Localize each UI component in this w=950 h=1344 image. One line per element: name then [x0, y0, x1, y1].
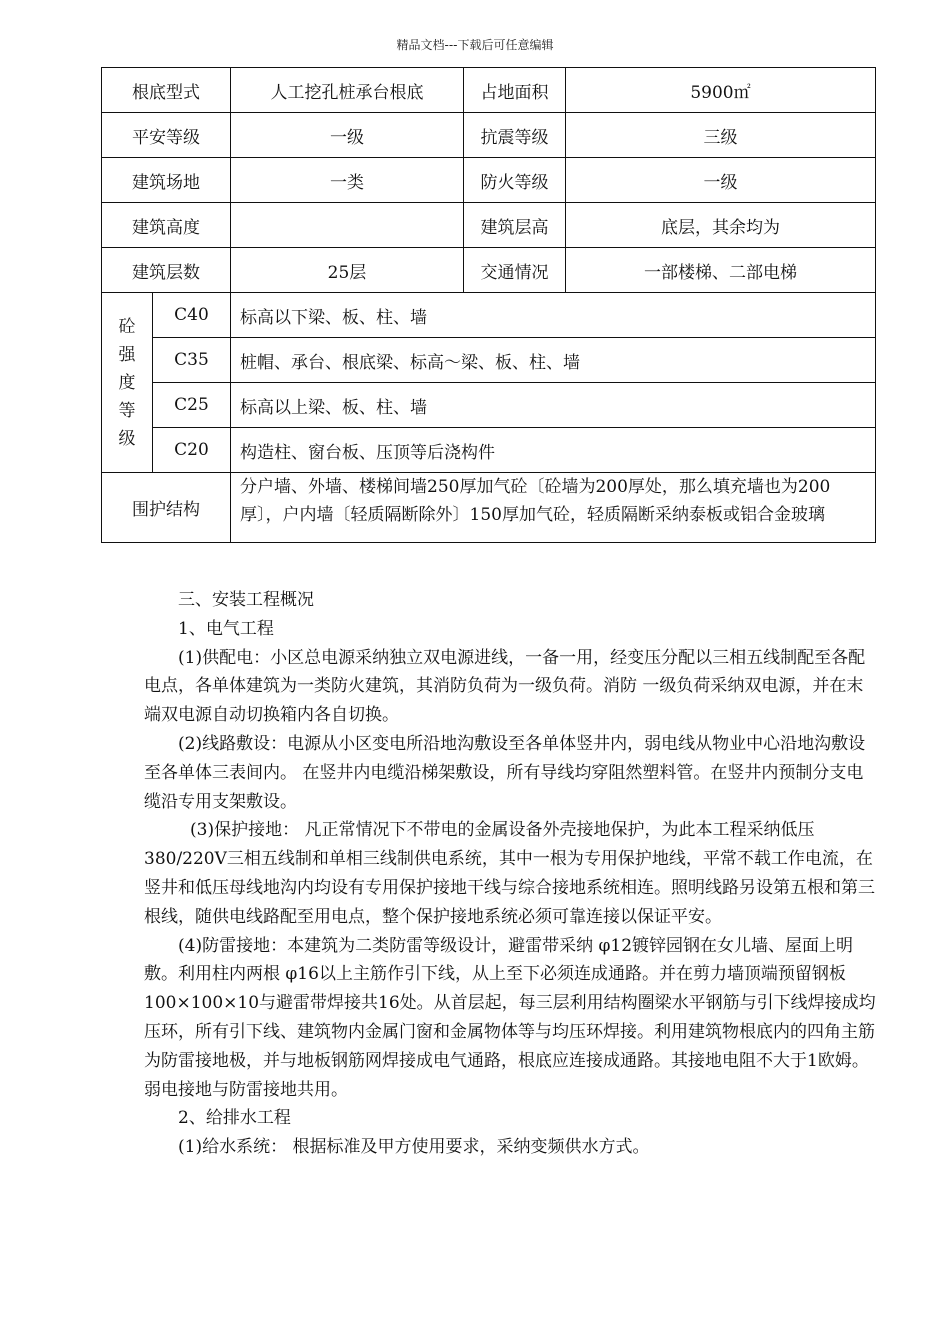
row-label: 建筑层数	[102, 248, 231, 293]
concrete-row	[102, 293, 876, 338]
concrete-strength-label: 砼 强 度 等 级	[102, 293, 153, 473]
row-label: 根底型式	[102, 68, 231, 113]
concrete-usage: 桩帽、承台、根底梁、标高～梁、板、柱、墙	[231, 338, 876, 383]
document-body	[144, 586, 880, 1162]
row-value: 底层，其余均为	[566, 203, 876, 248]
enclosure-text-cell	[231, 473, 876, 543]
row-value: 人工挖孔桩承台根底	[231, 68, 464, 113]
concrete-usage: 构造柱、窗台板、压顶等后浇构件	[231, 428, 876, 473]
paragraph: (1)给水系统： 根据标准及甲方使用要求，采纳变频供水方式。	[178, 1137, 650, 1158]
concrete-grade: C35	[153, 338, 231, 383]
enclosure-label: 围护结构	[102, 473, 231, 543]
concrete-grade: C40	[153, 293, 231, 338]
row-value: 一级	[231, 113, 464, 158]
table-row	[102, 113, 876, 158]
row-value: 5900㎡	[566, 68, 876, 113]
concrete-row	[102, 428, 876, 473]
subsection-heading: 1、电气工程	[178, 618, 274, 639]
row-label: 建筑场地	[102, 158, 231, 203]
concrete-row	[102, 383, 876, 428]
row-value: 25层	[231, 248, 464, 293]
page-header: 精品文档---下载后可任意编辑	[396, 38, 554, 52]
concrete-grade: C25	[153, 383, 231, 428]
table-row	[102, 158, 876, 203]
paragraph: (2)线路敷设：电源从小区变电所沿地沟敷设至各单体竖井内，弱电线从物业中心沿地沟敷设至各单体三表间内。 在竖井内电缆沿梯架敷设，所有导线均穿阻然塑料管。在竖井内预制分支电缆沿专用支架敷设。	[144, 733, 866, 812]
enclosure-text: 分户墙、外墙、楼梯间墙250厚加气砼〔砼墙为200厚处，那么填充墙也为200厚〕，户内墙〔轻质隔断除外〕150厚加气砼，轻质隔断采纳泰板或铝合金玻璃	[240, 477, 831, 525]
row-label: 防火等级	[464, 158, 566, 203]
paragraph: (1)供配电：小区总电源采纳独立双电源进线，一备一用，经变压分配以三相五线制配至各配电点，各单体建筑为一类防火建筑，其消防负荷为一级负荷。消防 一级负荷采纳双电源，并在末端双电源自动切换箱内各自切换。	[144, 647, 866, 726]
row-label: 抗震等级	[464, 113, 566, 158]
row-label: 交通情况	[464, 248, 566, 293]
row-label: 占地面积	[464, 68, 566, 113]
paragraph: (4)防雷接地：本建筑为二类防雷等级设计，避雷带采纳 φ12镀锌园钢在女儿墙、屋面上明敷。利用柱内两根 φ16以上主筋作引下线，从上至下必须连成通路。并在剪力墙顶端预留钢板100×100×10与避雷带焊接共16处。从首层起，每三层利用结构圈梁水平钢筋与引下线焊接成均压环，所有引下线、建筑物内金属门窗和金属物体等与均压环焊接。利用建筑物根底内的四角主筋为防雷接地极，并与地板钢筋网焊接成电气通路，根底应连接成通路。其接地电阻不大于1欧姆。弱电接地与防雷接地共用。	[144, 935, 876, 1100]
enclosure-row	[102, 473, 876, 543]
paragraph: (3)保护接地： 凡正常情况下不带电的金属设备外壳接地保护，为此本工程采纳低压380/220V三相五线制和单相三线制供电系统，其中一根为专用保护地线，平常不载工作电流，在竖井和低压母线地沟内均设有专用保护接地干线与综合接地系统相连。照明线路另设第五根和第三根线，随供电线路配至用电点，整个保护接地系统必须可靠连接以保证平安。	[144, 820, 875, 927]
concrete-row	[102, 338, 876, 383]
section-heading: 三、安装工程概况	[178, 590, 314, 610]
project-spec-table	[101, 67, 876, 543]
row-value	[231, 203, 464, 248]
concrete-grade: C20	[153, 428, 231, 473]
row-value: 一类	[231, 158, 464, 203]
row-label: 建筑层高	[464, 203, 566, 248]
row-label: 平安等级	[102, 113, 231, 158]
row-value: 一级	[566, 158, 876, 203]
table-row	[102, 248, 876, 293]
concrete-usage: 标高以上梁、板、柱、墙	[231, 383, 876, 428]
row-value: 一部楼梯、二部电梯	[566, 248, 876, 293]
table-row	[102, 203, 876, 248]
row-label: 建筑高度	[102, 203, 231, 248]
subsection-heading: 2、给排水工程	[178, 1108, 291, 1129]
row-value: 三级	[566, 113, 876, 158]
table-row	[102, 68, 876, 113]
concrete-usage: 标高以下梁、板、柱、墙	[231, 293, 876, 338]
